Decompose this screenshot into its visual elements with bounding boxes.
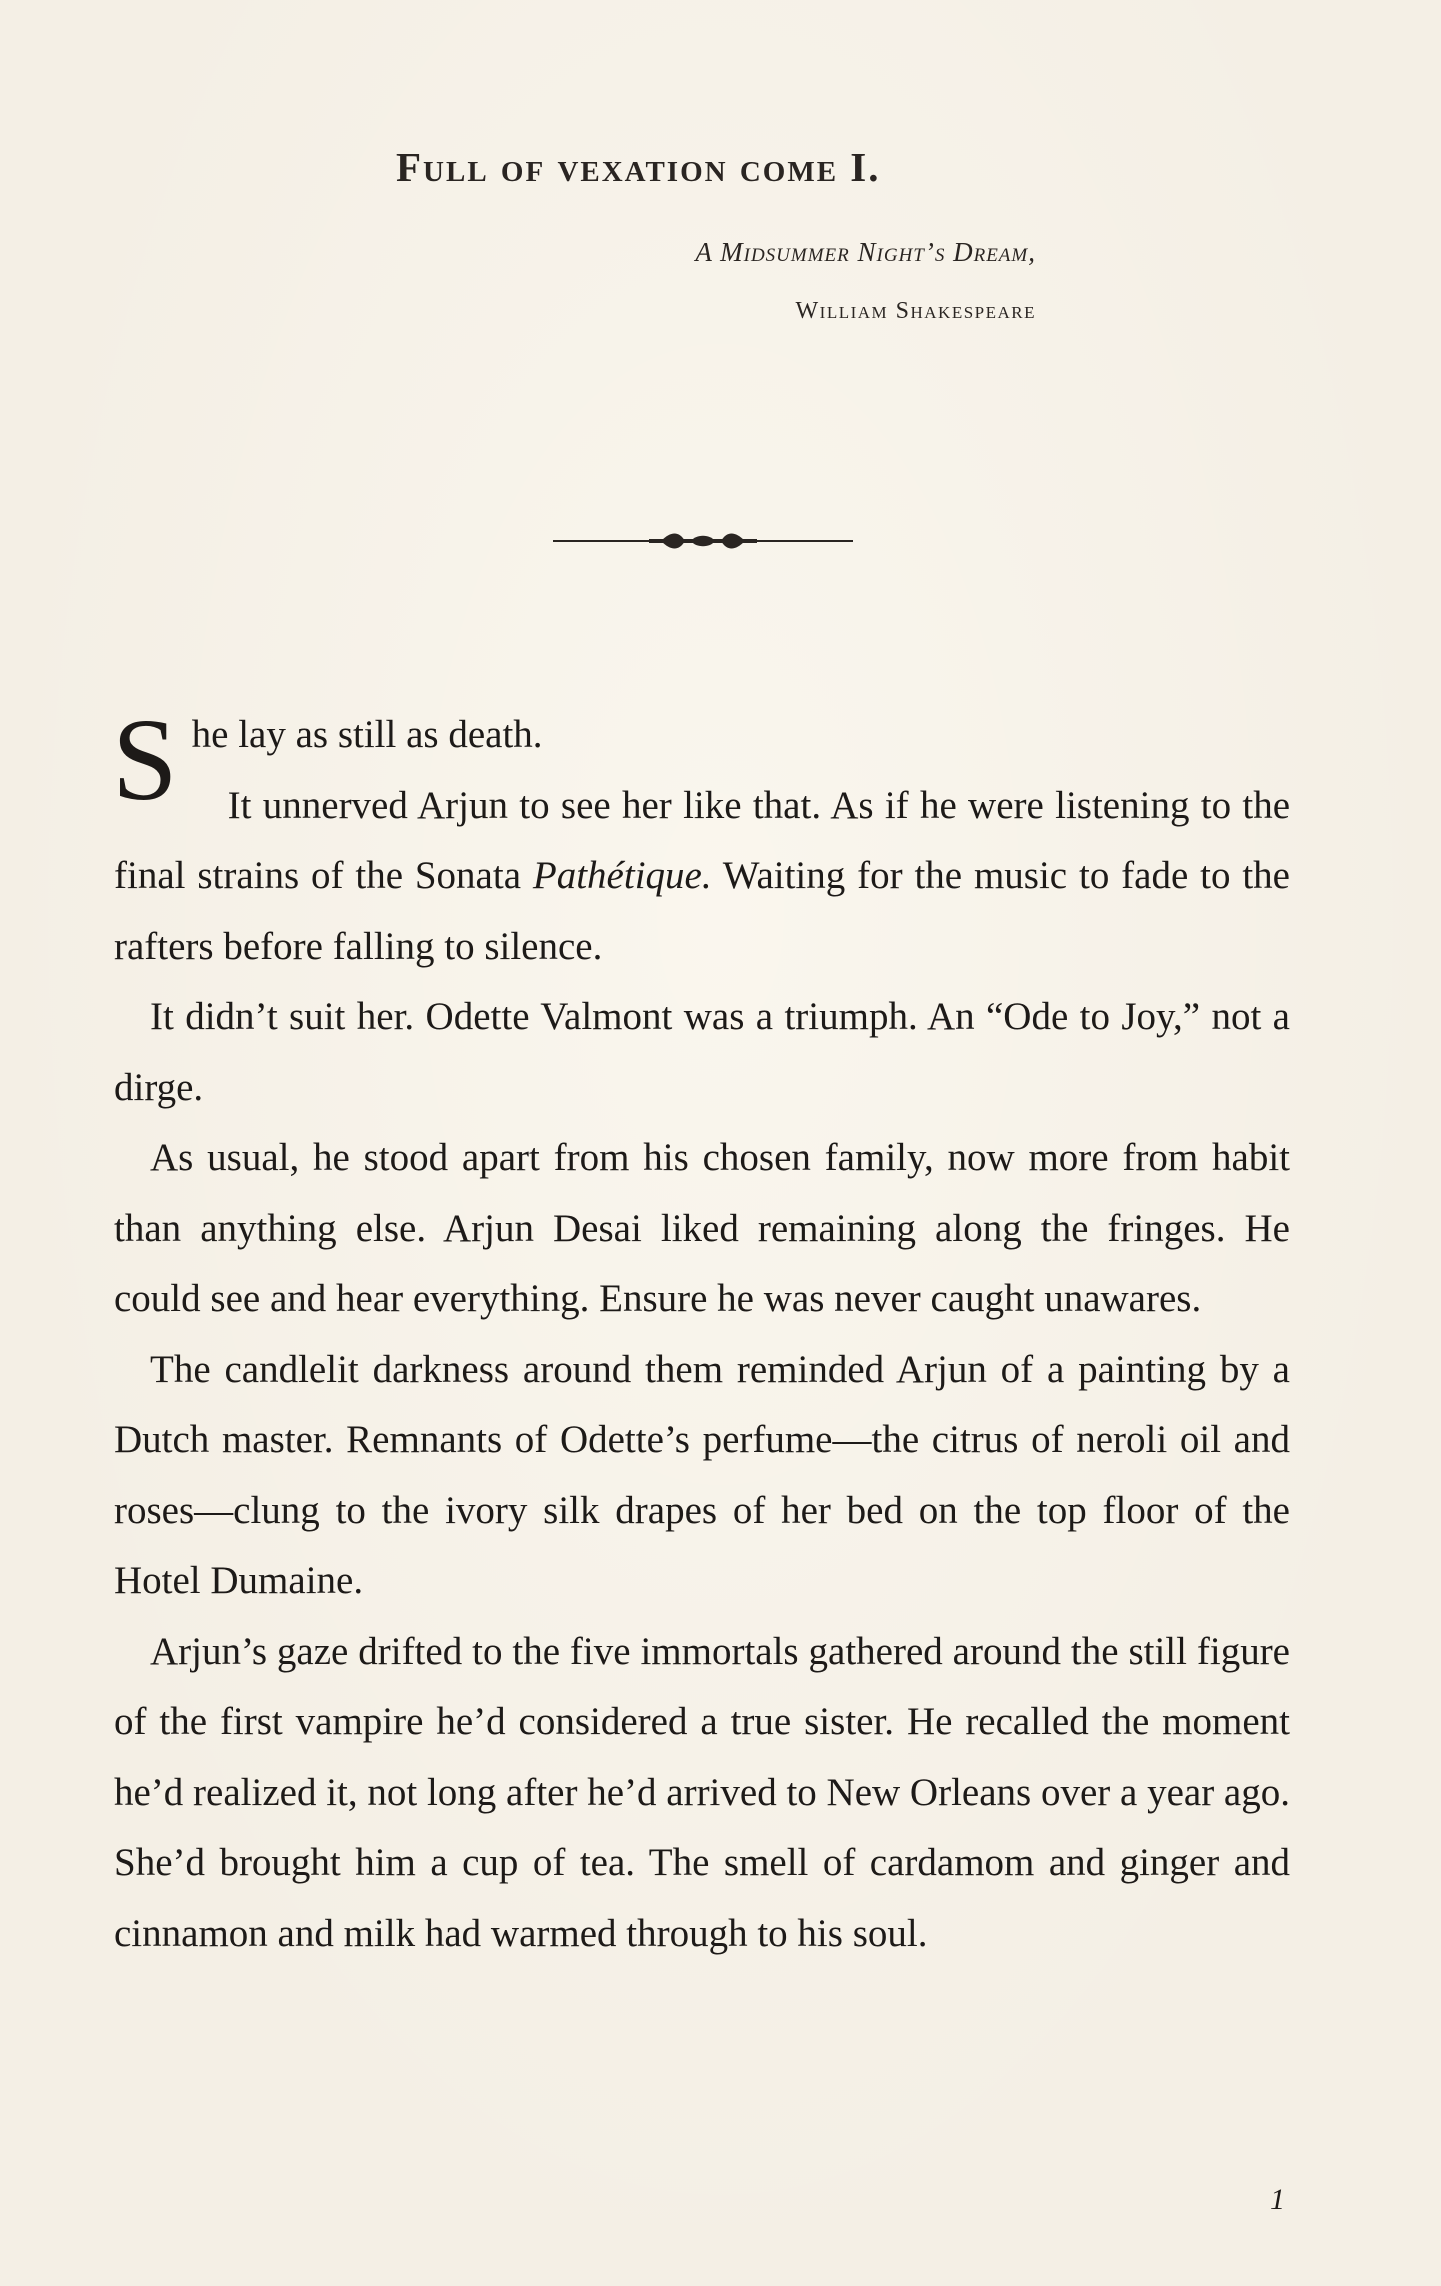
paragraph-2-end: Waiting for the music to fade to the rafters before falling to silence. [114, 854, 1290, 968]
paragraph-2-text: It unnerved Arjun to see her like that. As if he were listening to the final strains of the Sonata [114, 783, 1290, 897]
paragraph-1-text: he lay as still as death. [191, 713, 543, 756]
paragraph-1 [112, 694, 1290, 825]
sonata-title: Pathétique. [532, 854, 712, 897]
paragraph-5: The candlelit darkness around them reminded Arjun of a painting by a Dutch master. Remnants of Odette’s perfume—the citrus of neroli oil and roses—clung to the ivory silk drapes of her bed on the top floor of the Hotel Dumaine. [114, 1347, 1290, 1602]
chapter-body [112, 694, 1290, 1969]
page-number: 1 [1270, 2183, 1285, 2216]
epigraph-author: William Shakespeare [795, 298, 1036, 324]
paragraph-3: It didn’t suit her. Odette Valmont was a triumph. An “Ode to Joy,” not a dirge. [114, 995, 1290, 1109]
drop-cap: S [112, 694, 178, 825]
epigraph-quote: Full of vexation come I. [396, 144, 881, 190]
epigraph-source: A Midsummer Night’s Dream, [695, 237, 1036, 267]
paragraph-2 [114, 771, 1290, 983]
paragraph-6: Arjun’s gaze drifted to the five immortals gathered around the still figure of the first vampire he’d considered a true sister. He recalled the moment he’d realized it, not long after he’d arrived to New Orleans over a year ago. She’d brought him a cup of tea. The smell of cardamom and ginger and cinnamon and milk had warmed through to his soul. [114, 1629, 1290, 1955]
paragraph-4: As usual, he stood apart from his chosen family, now more from habit than anything else. Arjun Desai liked remaining along the fringes. He could see and hear everything. Ensure he was never caught unawares. [114, 1136, 1290, 1320]
ornament-divider-icon [553, 527, 853, 555]
